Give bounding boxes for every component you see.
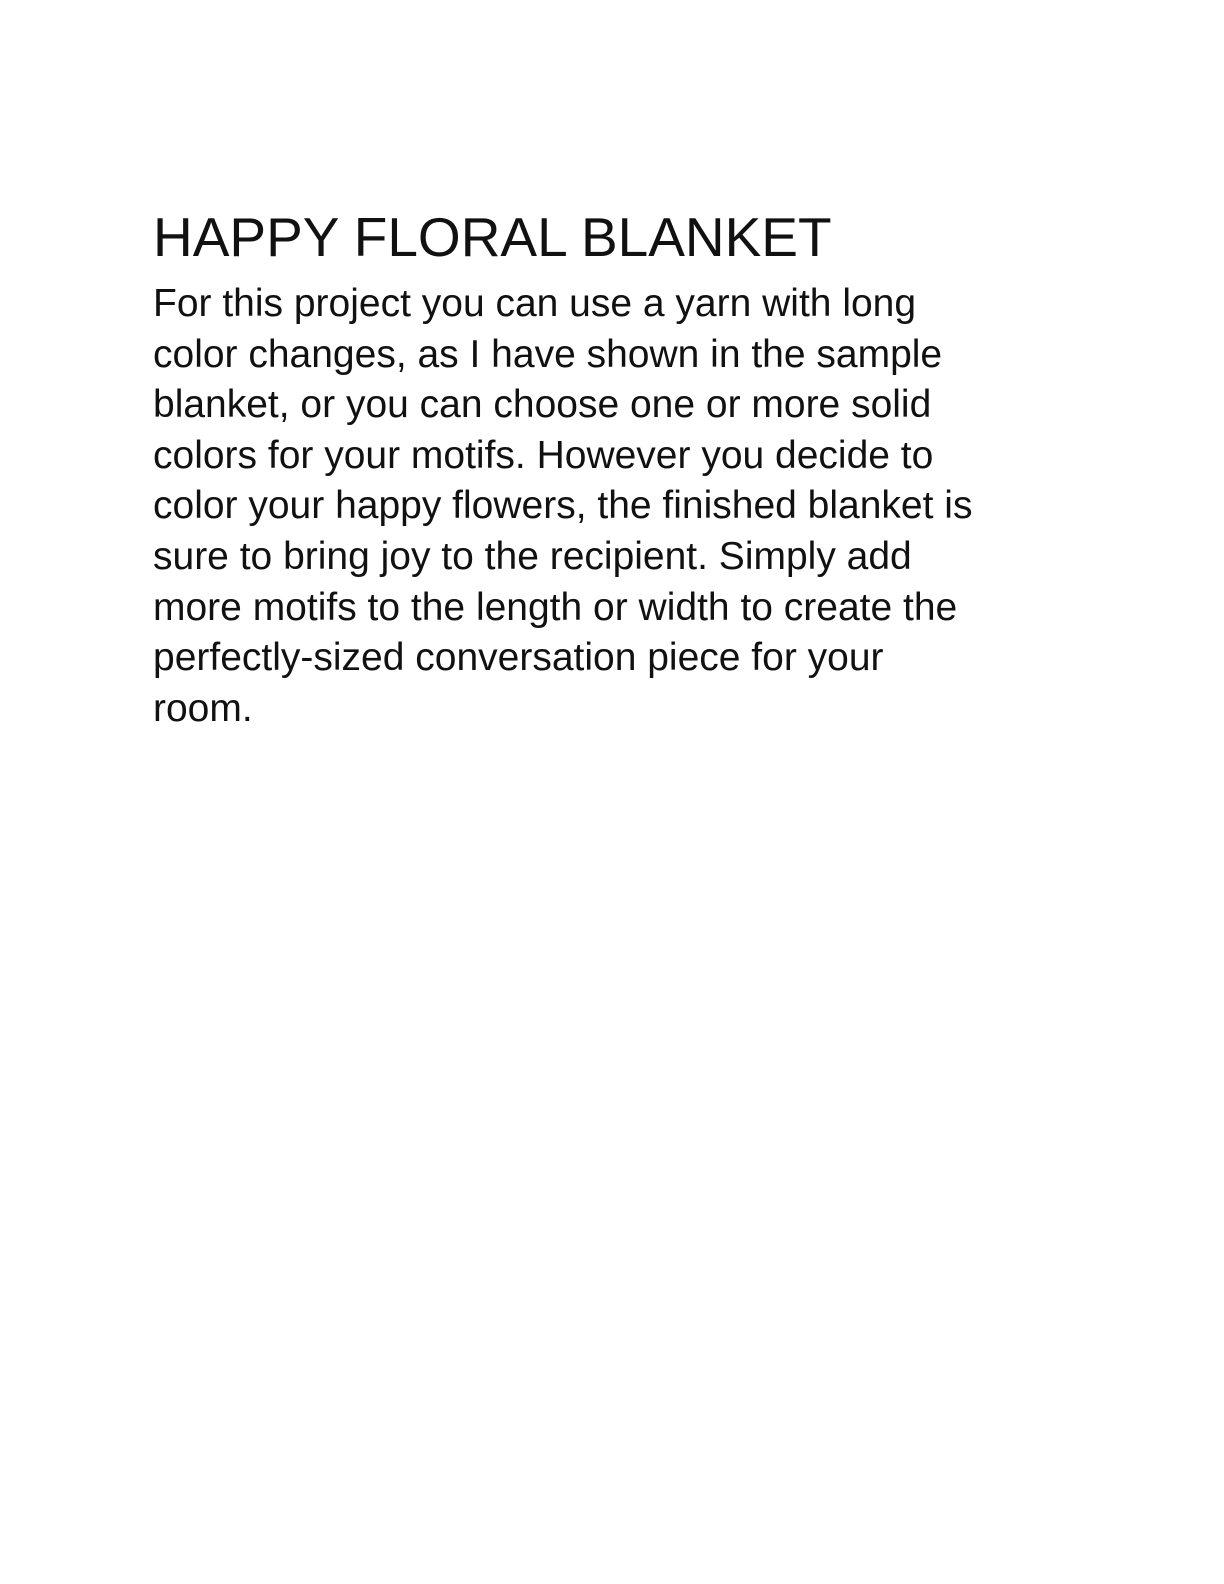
paragraph-line: For this project you can use a yarn with long	[153, 282, 917, 325]
intro-paragraph	[153, 279, 1053, 734]
document-title: HAPPY FLORAL BLANKET	[153, 206, 832, 268]
paragraph-line: more motifs to the length or width to create the	[153, 585, 958, 629]
paragraph-line: blanket, or you can choose one or more solid	[153, 383, 932, 427]
paragraph-line: sure to bring joy to the recipient. Simply add	[153, 534, 912, 578]
paragraph-line: room.	[153, 686, 253, 730]
paragraph-line: color changes, as I have shown in the sample	[153, 332, 943, 376]
paragraph-line: color your happy flowers, the finished blanket is	[153, 484, 973, 528]
paragraph-line: colors for your motifs. However you decide to	[153, 433, 934, 477]
paragraph-line: perfectly-sized conversation piece for your	[153, 636, 884, 680]
document-content	[153, 205, 1053, 734]
